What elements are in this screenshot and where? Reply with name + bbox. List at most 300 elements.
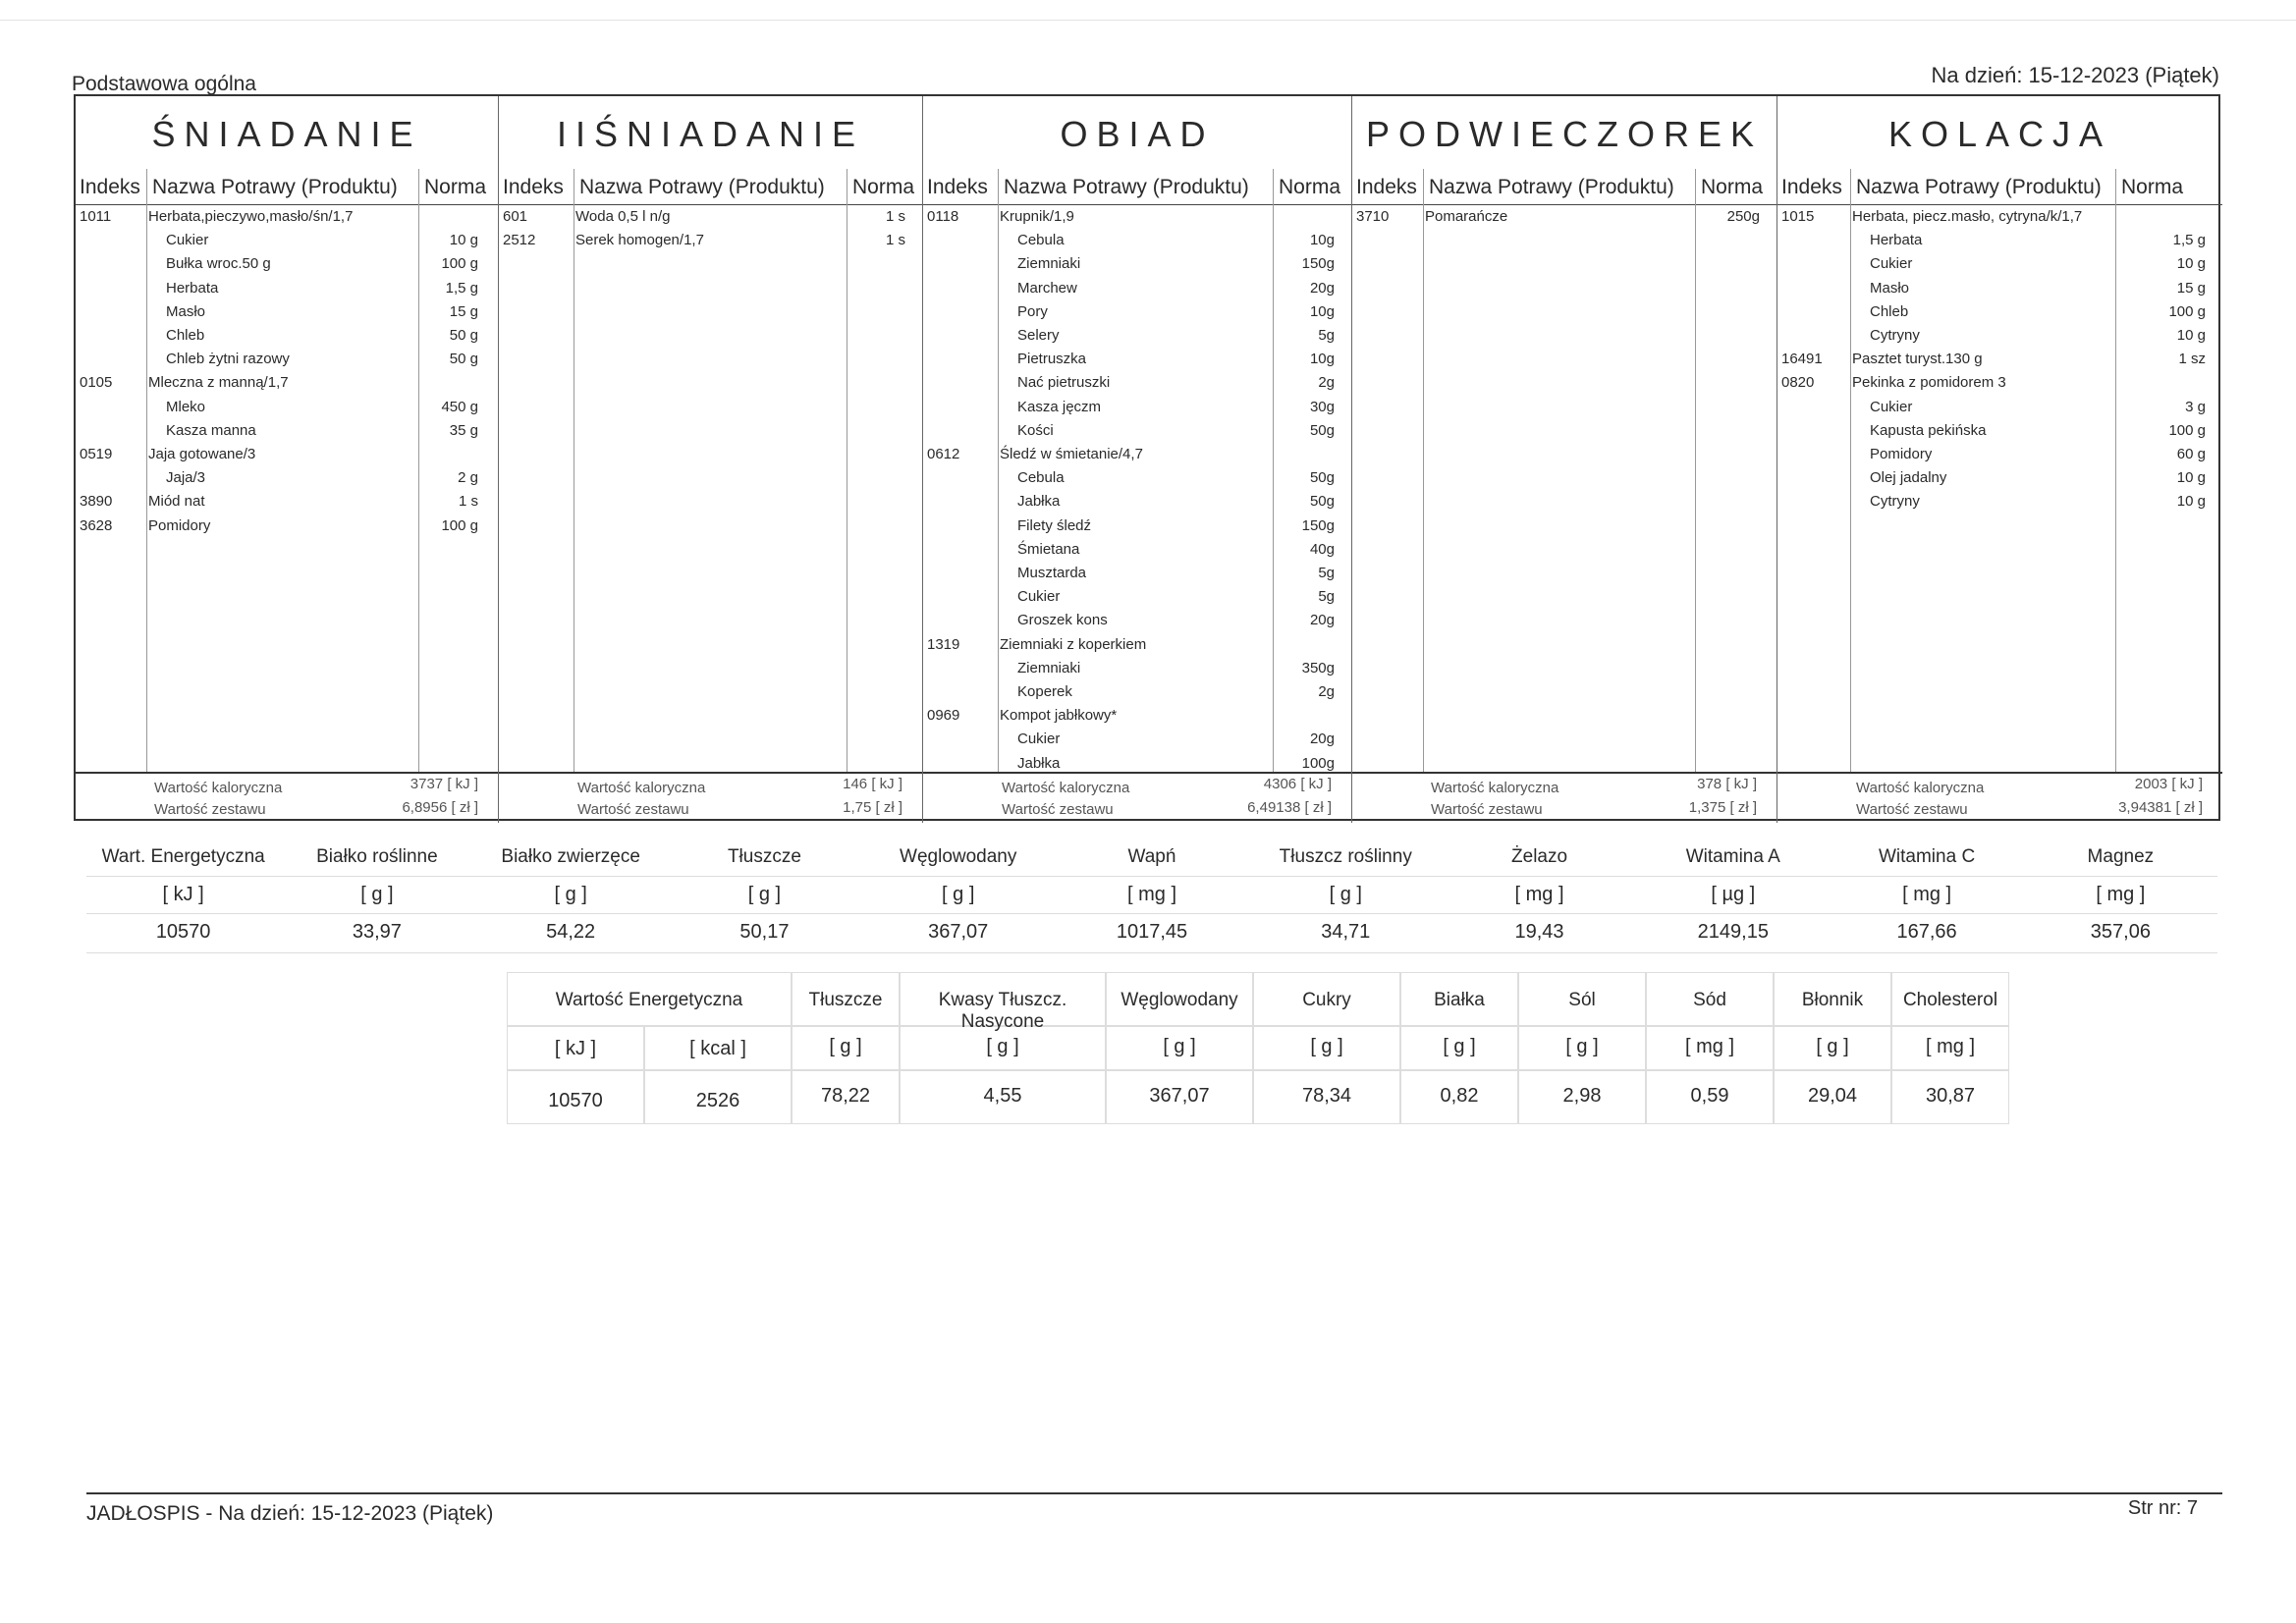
- set-value: 6,49138 [ zł ]: [1247, 799, 1332, 816]
- nutrition-facts-table: [507, 972, 2068, 1124]
- item-norm: 1 s: [885, 208, 905, 225]
- list-item: [923, 374, 1352, 398]
- nutrition-unit: [ g ]: [1163, 1036, 1196, 1057]
- header-norm: Norma: [1279, 176, 1341, 198]
- nutrient-unit: [ g ]: [747, 884, 782, 905]
- item-name: Musztarda: [1017, 565, 1087, 581]
- nutrition-value: 2,98: [1562, 1085, 1602, 1107]
- item-name: Kasza manna: [166, 421, 256, 439]
- item-name: Groszek kons: [1017, 612, 1108, 629]
- list-item: [499, 208, 923, 232]
- nutrient-value: 1017,45: [1116, 921, 1188, 943]
- header-date: Na dzień: 15-12-2023 (Piątek): [1931, 63, 2219, 87]
- kcal-value: 378 [ kJ ]: [1697, 776, 1757, 792]
- nutrient-label: Wapń: [1127, 846, 1176, 867]
- nutrient-unit: [ g ]: [360, 884, 394, 905]
- list-item: [1777, 422, 2223, 446]
- nutrient-value: 19,43: [1514, 921, 1564, 943]
- meal-title: ŚNIADANIE: [151, 114, 422, 154]
- nutrition-label: Białka: [1434, 990, 1485, 1010]
- nutrition-label: Sód: [1693, 990, 1726, 1010]
- item-name: Cebula: [1017, 232, 1065, 249]
- header-index: Indeks: [1781, 176, 1842, 198]
- list-item: [76, 303, 498, 327]
- nutrient-value: 54,22: [546, 921, 596, 943]
- energy-kj-value: 10570: [548, 1090, 603, 1111]
- set-value: 1,75 [ zł ]: [843, 799, 902, 816]
- column-headers: [76, 169, 498, 205]
- nutrient-unit: [ g ]: [1329, 884, 1362, 905]
- meal-column: [922, 96, 1351, 823]
- kcal-value: 4306 [ kJ ]: [1263, 776, 1332, 792]
- column-headers: [1777, 169, 2222, 205]
- item-name: Cukier: [1870, 255, 1913, 273]
- column-divider: [1423, 169, 1424, 772]
- list-item: [923, 730, 1352, 754]
- list-item: [76, 422, 498, 446]
- item-name: Jaja gotowane/3: [148, 446, 256, 462]
- nutrient-unit: [ mg ]: [1902, 884, 1952, 905]
- list-item: [1777, 280, 2223, 303]
- meal-column: [76, 96, 498, 823]
- list-item: [1777, 232, 2223, 255]
- item-name: Cukier: [1017, 588, 1061, 606]
- item-norm: 20g: [1309, 612, 1335, 629]
- column-divider: [1695, 169, 1696, 772]
- nutrition-unit: [ g ]: [829, 1036, 862, 1057]
- item-index: 1015: [1781, 208, 1815, 225]
- item-norm: 60 g: [2176, 446, 2206, 462]
- list-item: [1777, 399, 2223, 422]
- item-name: Herbata: [1870, 232, 1923, 249]
- nutrition-label: Tłuszcze: [808, 990, 883, 1010]
- list-item: [923, 280, 1352, 303]
- item-name: Mleko: [166, 398, 206, 415]
- item-norm: 250g: [1726, 208, 1760, 225]
- list-item: [923, 469, 1352, 493]
- item-name: Ziemniaki z koperkiem: [1000, 635, 1147, 653]
- column-headers: [1352, 169, 1777, 205]
- nutrient-summary-table: [86, 837, 2217, 954]
- item-norm: 20g: [1309, 279, 1335, 297]
- list-item: [1777, 208, 2223, 232]
- nutrient-label: Witamina C: [1878, 846, 1976, 867]
- item-norm: 10 g: [2176, 327, 2206, 344]
- item-name: Krupnik/1,9: [1000, 208, 1074, 225]
- item-norm: 10g: [1309, 302, 1335, 320]
- item-norm: 100 g: [2168, 302, 2206, 320]
- nutrient-value: 34,71: [1321, 921, 1371, 943]
- set-value-label: Wartość zestawu: [1002, 801, 1114, 818]
- item-name: Miód nat: [148, 493, 205, 511]
- item-index: 1319: [927, 635, 960, 653]
- item-name: Ziemniaki: [1017, 255, 1081, 273]
- item-norm: 1 s: [458, 493, 478, 511]
- list-item: [76, 517, 498, 541]
- item-name: Jabłka: [1017, 754, 1061, 772]
- list-item: [1777, 446, 2223, 469]
- nutrient-unit: [ µg ]: [1711, 884, 1756, 905]
- item-name: Chleb żytni razowy: [166, 351, 290, 368]
- item-name: Cytryny: [1870, 327, 1920, 344]
- header-name: Nazwa Potrawy (Produktu): [579, 176, 825, 198]
- item-index: 0820: [1781, 374, 1815, 392]
- item-name: Chleb: [166, 327, 205, 344]
- item-name: Koperek: [1017, 683, 1072, 700]
- list-item: [923, 636, 1352, 660]
- item-norm: 40g: [1309, 540, 1335, 558]
- header-norm: Norma: [424, 176, 487, 198]
- list-item: [923, 517, 1352, 541]
- nutrition-value: 29,04: [1807, 1085, 1858, 1107]
- item-index: 601: [503, 208, 528, 225]
- item-name: Jabłka: [1017, 493, 1061, 511]
- nutrition-unit: [ g ]: [1565, 1036, 1599, 1057]
- item-name: Serek homogen/1,7: [575, 232, 704, 249]
- list-item: [76, 374, 498, 398]
- item-name: Pomidory: [1870, 446, 1933, 462]
- item-name: Pory: [1017, 302, 1048, 320]
- energy-label: Wartość Energetyczna: [555, 990, 743, 1010]
- nutrient-value: 33,97: [352, 921, 402, 943]
- list-item: [76, 493, 498, 516]
- item-norm: 1,5 g: [2172, 232, 2206, 249]
- item-norm: 5g: [1318, 588, 1335, 606]
- nutrient-unit: [ mg ]: [1514, 884, 1564, 905]
- item-norm: 35 g: [449, 421, 478, 439]
- item-norm: 1,5 g: [445, 279, 478, 297]
- item-norm: 150g: [1301, 255, 1335, 273]
- item-name: Ziemniaki: [1017, 659, 1081, 676]
- item-norm: 2g: [1318, 374, 1335, 392]
- footer-rule: [86, 1492, 2222, 1494]
- list-item: [923, 303, 1352, 327]
- energy-kj-unit: [ kJ ]: [554, 1038, 597, 1059]
- item-name: Cukier: [166, 232, 209, 249]
- set-value: 3,94381 [ zł ]: [2118, 799, 2203, 816]
- list-item: [76, 469, 498, 493]
- list-item: [923, 660, 1352, 683]
- item-name: Pomarańcze: [1425, 208, 1508, 225]
- nutrition-unit: [ mg ]: [1684, 1036, 1734, 1057]
- item-name: Herbata,pieczywo,masło/śn/1,7: [148, 208, 354, 225]
- list-item: [923, 208, 1352, 232]
- list-item: [1777, 255, 2223, 279]
- meal-totals: [923, 772, 1351, 825]
- item-name: Nać pietruszki: [1017, 374, 1111, 392]
- kcal-value: 146 [ kJ ]: [843, 776, 902, 792]
- item-norm: 50 g: [449, 327, 478, 344]
- nutrition-label: Cukry: [1302, 990, 1351, 1010]
- item-norm: 50g: [1309, 493, 1335, 511]
- row-divider: [86, 913, 2217, 914]
- set-value: 6,8956 [ zł ]: [402, 799, 478, 816]
- item-name: Selery: [1017, 327, 1060, 344]
- kcal-value: 2003 [ kJ ]: [2134, 776, 2203, 792]
- row-divider: [86, 952, 2217, 953]
- list-item: [1777, 469, 2223, 493]
- list-item: [76, 255, 498, 279]
- list-item: [923, 565, 1352, 588]
- list-item: [923, 588, 1352, 612]
- footer-title: JADŁOSPIS - Na dzień: 15-12-2023 (Piątek): [86, 1502, 494, 1525]
- nutrient-unit: [ g ]: [942, 884, 975, 905]
- nutrient-label: Żelazo: [1511, 846, 1568, 867]
- item-norm: 50g: [1309, 469, 1335, 487]
- item-index: 0118: [927, 208, 959, 225]
- item-index: 1011: [80, 208, 112, 225]
- nutrient-value: 50,17: [739, 921, 790, 943]
- set-value-label: Wartość zestawu: [1856, 801, 1968, 818]
- item-norm: 350g: [1301, 659, 1335, 676]
- list-item: [923, 493, 1352, 516]
- item-index: 16491: [1781, 351, 1823, 368]
- nutrient-value: 2149,15: [1697, 921, 1769, 943]
- item-norm: 50g: [1309, 421, 1335, 439]
- nutrition-value: 367,07: [1149, 1085, 1210, 1107]
- nutrition-label: Cholesterol: [1902, 990, 1998, 1010]
- nutrient-label: Wart. Energetyczna: [101, 846, 265, 867]
- header-name: Nazwa Potrawy (Produktu): [152, 176, 398, 198]
- meal-title: OBIAD: [1060, 114, 1215, 154]
- item-name: Śledź w śmietanie/4,7: [1000, 446, 1143, 462]
- kcal-label: Wartość kaloryczna: [577, 780, 706, 796]
- nutrition-value: 4,55: [983, 1085, 1022, 1107]
- nutrition-unit: [ g ]: [986, 1036, 1019, 1057]
- nutrition-unit: [ g ]: [1310, 1036, 1343, 1057]
- item-name: Jaja/3: [166, 469, 206, 487]
- meal-title: PODWIECZOREK: [1365, 114, 1763, 154]
- item-norm: 2 g: [458, 469, 478, 487]
- list-item: [1777, 374, 2223, 398]
- item-norm: 20g: [1309, 730, 1335, 748]
- list-item: [923, 612, 1352, 635]
- item-index: 3628: [80, 516, 113, 534]
- page-number: Str nr: 7: [2127, 1497, 2198, 1519]
- nutrient-value: 367,07: [928, 921, 989, 943]
- item-name: Śmietana: [1017, 540, 1080, 558]
- column-headers: [499, 169, 922, 205]
- item-name: Cukier: [1870, 398, 1913, 415]
- item-norm: 150g: [1301, 516, 1335, 534]
- meal-title: IIŚNIADANIE: [556, 114, 865, 154]
- item-name: Masło: [166, 302, 206, 320]
- list-item: [923, 422, 1352, 446]
- header-norm: Norma: [2121, 176, 2184, 198]
- set-value-label: Wartość zestawu: [154, 801, 266, 818]
- nutrition-value: 78,34: [1301, 1085, 1352, 1107]
- list-item: [923, 399, 1352, 422]
- set-value-label: Wartość zestawu: [577, 801, 689, 818]
- item-norm: 10g: [1309, 232, 1335, 249]
- column-headers: [923, 169, 1351, 205]
- header-name: Nazwa Potrawy (Produktu): [1429, 176, 1674, 198]
- list-item: [923, 351, 1352, 374]
- energy-kcal-unit: [ kcal ]: [689, 1038, 746, 1059]
- item-name: Kompot jabłkowy*: [1000, 707, 1118, 725]
- item-norm: 10 g: [449, 232, 478, 249]
- item-index: 0612: [927, 446, 960, 462]
- list-item: [923, 683, 1352, 707]
- nutrition-label: Błonnik: [1801, 990, 1864, 1010]
- item-name: Chleb: [1870, 302, 1909, 320]
- item-norm: 3 g: [2185, 398, 2206, 415]
- item-name: Herbata: [166, 279, 219, 297]
- kcal-label: Wartość kaloryczna: [1002, 780, 1130, 796]
- item-index: 0969: [927, 707, 960, 725]
- nutrition-label: Kwasy Tłuszcz. Nasycone: [938, 990, 1067, 1032]
- meal-column: [1351, 96, 1777, 823]
- header-index: Indeks: [1356, 176, 1417, 198]
- nutrient-label: Tłuszcz roślinny: [1279, 846, 1412, 867]
- kcal-label: Wartość kaloryczna: [154, 780, 283, 796]
- header-index: Indeks: [927, 176, 988, 198]
- list-item: [76, 232, 498, 255]
- item-name: Filety śledź: [1017, 516, 1092, 534]
- nutrition-value: 30,87: [1925, 1085, 1976, 1107]
- set-value-label: Wartość zestawu: [1431, 801, 1543, 818]
- item-name: Herbata, piecz.masło, cytryna/k/1,7: [1852, 208, 2083, 225]
- list-item: [923, 255, 1352, 279]
- item-norm: 100 g: [2168, 421, 2206, 439]
- item-name: Kapusta pekińska: [1870, 421, 1987, 439]
- nutrient-value: 10570: [155, 921, 211, 943]
- nutrient-label: Białko zwierzęce: [501, 846, 640, 867]
- nutrition-value: 78,22: [820, 1085, 871, 1107]
- item-norm: 2g: [1318, 683, 1335, 700]
- item-norm: 5g: [1318, 565, 1335, 581]
- nutrient-unit: [ kJ ]: [162, 884, 204, 905]
- item-norm: 100 g: [441, 255, 478, 273]
- list-item: [499, 232, 923, 255]
- item-norm: 100g: [1301, 754, 1335, 772]
- item-norm: 10g: [1309, 351, 1335, 368]
- energy-kcal-value: 2526: [695, 1090, 740, 1111]
- item-name: Mleczna z manną/1,7: [148, 374, 289, 392]
- meal-totals: [499, 772, 922, 825]
- kcal-value: 3737 [ kJ ]: [410, 776, 478, 792]
- menu-type-title: Podstawowa ogólna: [72, 73, 256, 95]
- nutrition-unit: [ mg ]: [1925, 1036, 1975, 1057]
- list-item: [1352, 208, 1777, 232]
- item-norm: 10 g: [2176, 493, 2206, 511]
- item-norm: 15 g: [449, 302, 478, 320]
- meal-totals: [1352, 772, 1777, 825]
- nutrition-label: Sól: [1568, 990, 1596, 1010]
- header-index: Indeks: [80, 176, 140, 198]
- item-norm: 1 sz: [2178, 351, 2206, 368]
- nutrient-label: Tłuszcze: [727, 846, 801, 867]
- row-divider: [86, 876, 2217, 877]
- nutrient-label: Magnez: [2087, 846, 2155, 867]
- item-norm: 450 g: [441, 398, 478, 415]
- nutrient-value: 357,06: [2090, 921, 2151, 943]
- item-name: Pomidory: [148, 516, 211, 534]
- item-name: Olej jadalny: [1870, 469, 1947, 487]
- header-norm: Norma: [1701, 176, 1764, 198]
- item-name: Kości: [1017, 421, 1054, 439]
- item-name: Cebula: [1017, 469, 1065, 487]
- header-norm: Norma: [852, 176, 915, 198]
- item-name: Woda 0,5 l n/g: [575, 208, 671, 225]
- item-name: Cukier: [1017, 730, 1061, 748]
- list-item: [76, 208, 498, 232]
- list-item: [923, 541, 1352, 565]
- item-name: Pekinka z pomidorem 3: [1852, 374, 2006, 392]
- meal-column: [1777, 96, 2222, 823]
- item-name: Kasza jęczm: [1017, 398, 1102, 415]
- nutrient-label: Węglowodany: [900, 846, 1017, 867]
- nutrition-unit: [ g ]: [1443, 1036, 1476, 1057]
- item-index: 3710: [1356, 208, 1390, 225]
- item-norm: 1 s: [885, 232, 905, 249]
- list-item: [1777, 351, 2223, 374]
- item-norm: 10 g: [2176, 255, 2206, 273]
- set-value: 1,375 [ zł ]: [1688, 799, 1757, 816]
- item-norm: 10 g: [2176, 469, 2206, 487]
- list-item: [76, 399, 498, 422]
- nutrient-unit: [ g ]: [554, 884, 587, 905]
- nutrition-label: Węglowodany: [1121, 990, 1238, 1010]
- nutrient-label: Białko roślinne: [316, 846, 438, 867]
- list-item: [923, 232, 1352, 255]
- list-item: [76, 327, 498, 351]
- kcal-label: Wartość kaloryczna: [1431, 780, 1559, 796]
- nutrient-value: 167,66: [1896, 921, 1957, 943]
- list-item: [76, 280, 498, 303]
- header-name: Nazwa Potrawy (Produktu): [1856, 176, 2102, 198]
- item-name: Cytryny: [1870, 493, 1920, 511]
- meal-totals: [1777, 772, 2222, 825]
- top-rule: [0, 20, 2296, 21]
- nutrient-unit: [ mg ]: [2096, 884, 2146, 905]
- header-name: Nazwa Potrawy (Produktu): [1004, 176, 1249, 198]
- item-index: 0105: [80, 374, 113, 392]
- list-item: [1777, 303, 2223, 327]
- meal-totals: [76, 772, 498, 825]
- item-norm: 100 g: [441, 516, 478, 534]
- header-index: Indeks: [503, 176, 564, 198]
- nutrition-value: 0,82: [1440, 1085, 1479, 1107]
- item-name: Masło: [1870, 279, 1910, 297]
- item-name: Bułka wroc.50 g: [166, 255, 271, 273]
- nutrient-unit: [ mg ]: [1126, 884, 1176, 905]
- item-norm: 30g: [1309, 398, 1335, 415]
- nutrition-value: 0,59: [1690, 1085, 1729, 1107]
- item-name: Pasztet turyst.130 g: [1852, 351, 1983, 368]
- item-index: 3890: [80, 493, 113, 511]
- list-item: [923, 446, 1352, 469]
- item-name: Marchew: [1017, 279, 1077, 297]
- list-item: [1777, 327, 2223, 351]
- item-norm: 15 g: [2176, 279, 2206, 297]
- item-norm: 50 g: [449, 351, 478, 368]
- item-index: 2512: [503, 232, 536, 249]
- item-name: Pietruszka: [1017, 351, 1087, 368]
- kcal-label: Wartość kaloryczna: [1856, 780, 1985, 796]
- meal-column: [498, 96, 922, 823]
- list-item: [76, 351, 498, 374]
- list-item: [923, 327, 1352, 351]
- item-index: 0519: [80, 446, 113, 462]
- list-item: [76, 446, 498, 469]
- meal-title: KOLACJA: [1887, 114, 2112, 154]
- list-item: [923, 707, 1352, 730]
- list-item: [1777, 493, 2223, 516]
- meal-plan-table: [74, 94, 2220, 821]
- nutrient-label: Witamina A: [1685, 846, 1780, 867]
- nutrition-unit: [ g ]: [1816, 1036, 1849, 1057]
